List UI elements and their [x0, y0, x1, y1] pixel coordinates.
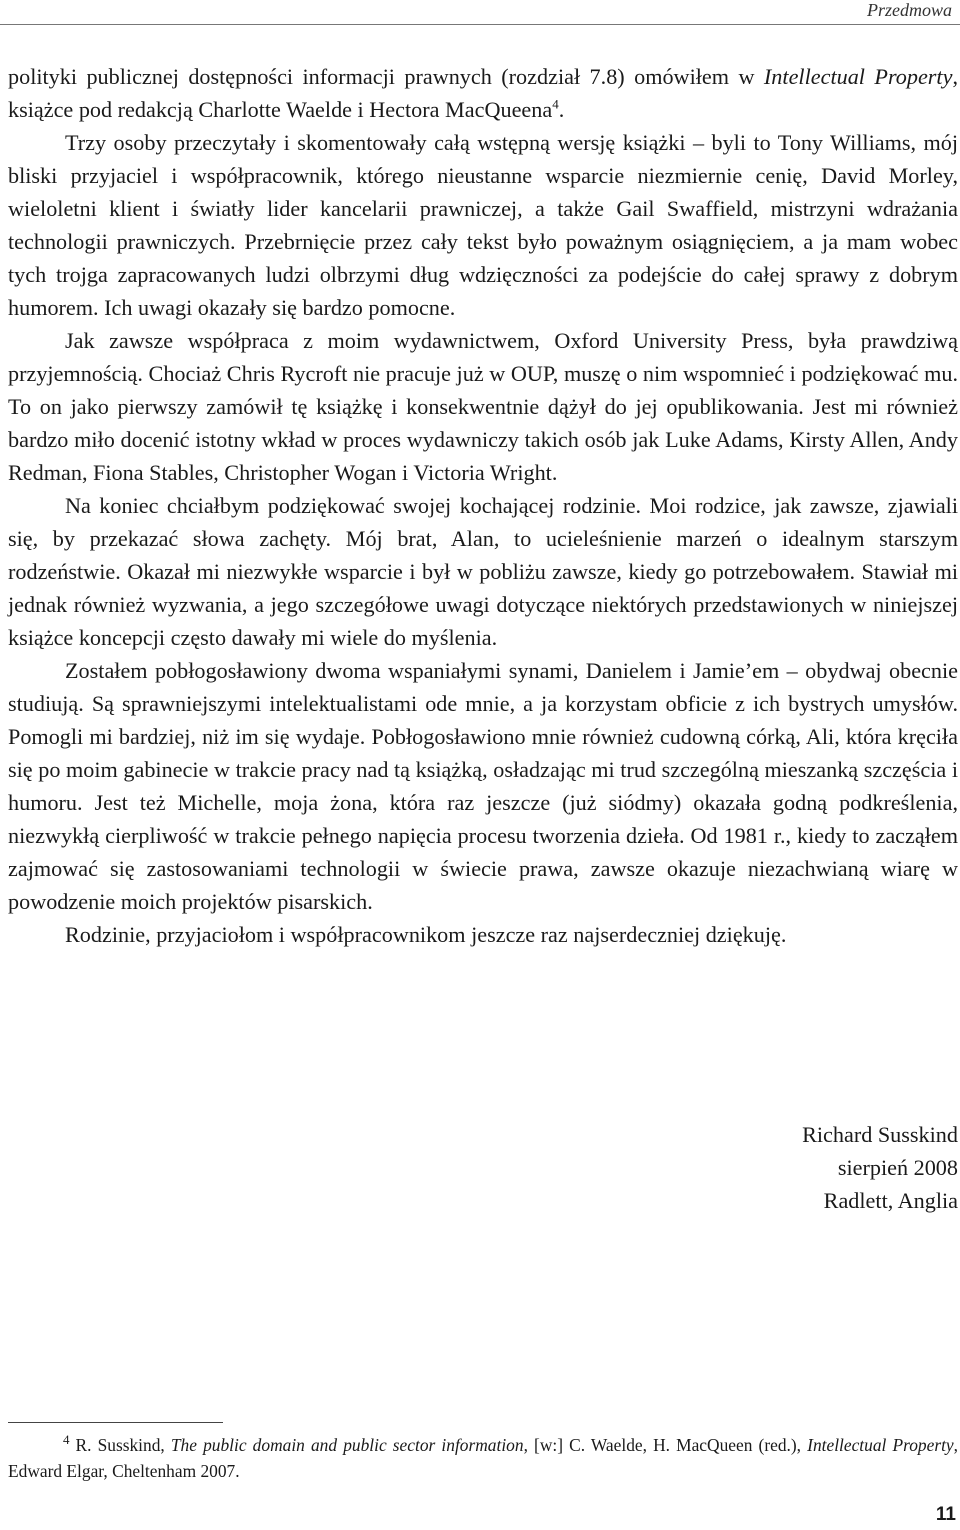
signature-date: sierpień 2008 [837, 1155, 958, 1180]
body-text [8, 60, 958, 951]
header-rule [0, 24, 960, 25]
paragraph-6: Rodzinie, przyjaciołom i współpracownikom jeszcze raz najserdeczniej dziękuję. [65, 922, 787, 947]
signature-name: Richard Susskind [802, 1122, 958, 1147]
signature-place: Radlett, Anglia [823, 1188, 958, 1213]
paragraph-1: polityki publicznej dostępności informacji prawnych (rozdział 7.8) omówiłem w Intellectual Property, książce pod redakcją Charlotte Waelde i Hectora MacQueena$^4$. [8, 64, 958, 122]
signature-block [802, 1118, 958, 1217]
footnote-ref: 4 [552, 96, 559, 112]
book-title: Intellectual Property [763, 64, 953, 89]
running-head: Przedmowa [867, 0, 952, 20]
paragraph-4: Na koniec chciałbym podziękować swojej kochającej rodzinie. Moi rodzice, jak zawsze, zjawiali się, by przekazać słowa zachęty. Mój brat, Alan, to ucieleśnienie marzeń o idealnym starszym rodzeństwie. Okazał mi niezwykłe wsparcie i był w pobliżu zawsze, kiedy go potrzebowałem. Stawiał mi jednak również wyzwania, a jego szczegółowe uwagi dotyczące niektórych przedstawionych w niniejszej książce koncepcji często dawały mi wiele do myślenia. [8, 493, 958, 650]
footnote: $^4$ R. Susskind, The public domain and public sector information, [w:] C. Waelde, H. MacQueen (red.), Intellectual Property, Edward Elgar, Cheltenham 2007. [8, 1432, 959, 1481]
paragraph-3: Jak zawsze współpraca z moim wydawnictwem, Oxford University Press, była prawdziwą przyjemnością. Chociaż Chris Rycroft nie pracuje już w OUP, muszę o nim wspomnieć i podziękować mu. To on jako pierwszy zamówił tę książkę i konsekwentnie dążył do jej opublikowania. Jest mi również bardzo miło docenić istotny wkład w proces wydawniczy takich osób jak Luke Adams, Kirsty Allen, Andy Redman, Fiona Stables, Christopher Wogan i Victoria Wright. [8, 328, 958, 485]
paragraph-2: Trzy osoby przeczytały i skomentowały całą wstępną wersję książki – byli to Tony Williams, mój bliski przyjaciel i współpracownik, którego nieustanne wsparcie niezmiernie cenię, David Morley, wieloletni klient i światły lider kancelarii prawniczej, a także Gail Swaffield, mistrzyni wdrażania technologii prawniczych. Przebrnięcie przez cały tekst było poważnym osiągnięciem, a ja mam wobec tych trojga zapracowanych ludzi olbrzymi dług wdzięczności za podejście do całej sprawy z dobrym humorem. Ich uwagi okazały się bardzo pomocne. [8, 130, 958, 320]
footnote-number: 4 [63, 1432, 70, 1448]
footnote-rule [8, 1422, 223, 1423]
paragraph-5: Zostałem pobłogosławiony dwoma wspaniałymi synami, Danielem i Jamie’em – obydwaj obecnie studiują. Są sprawniejszymi intelektualistami ode mnie, a ja korzystam obficie z ich bystrych umysłów. Pomogli mi bardziej, niż im się wydaje. Pobłogosławiono mnie również cudowną córką, Ali, która kręciła się po moim gabinecie w trakcie pracy nad tą książką, osładzając mi trud szczególną mieszanką szczęścia i humoru. Jest też Michelle, moja żona, która raz jeszcze (już siódmy) okazała godną podkreślenia, niezwykłą cierpliwość w trakcie pełnego napięcia procesu tworzenia dzieła. Od 1981 r., kiedy to zacząłem zajmować się zastosowaniami technologii w świecie prawa, zawsze okazuje niezachwianą wiarę w powodzenie moich projektów pisarskich. [8, 658, 958, 914]
page-number: 11 [935, 1504, 956, 1525]
